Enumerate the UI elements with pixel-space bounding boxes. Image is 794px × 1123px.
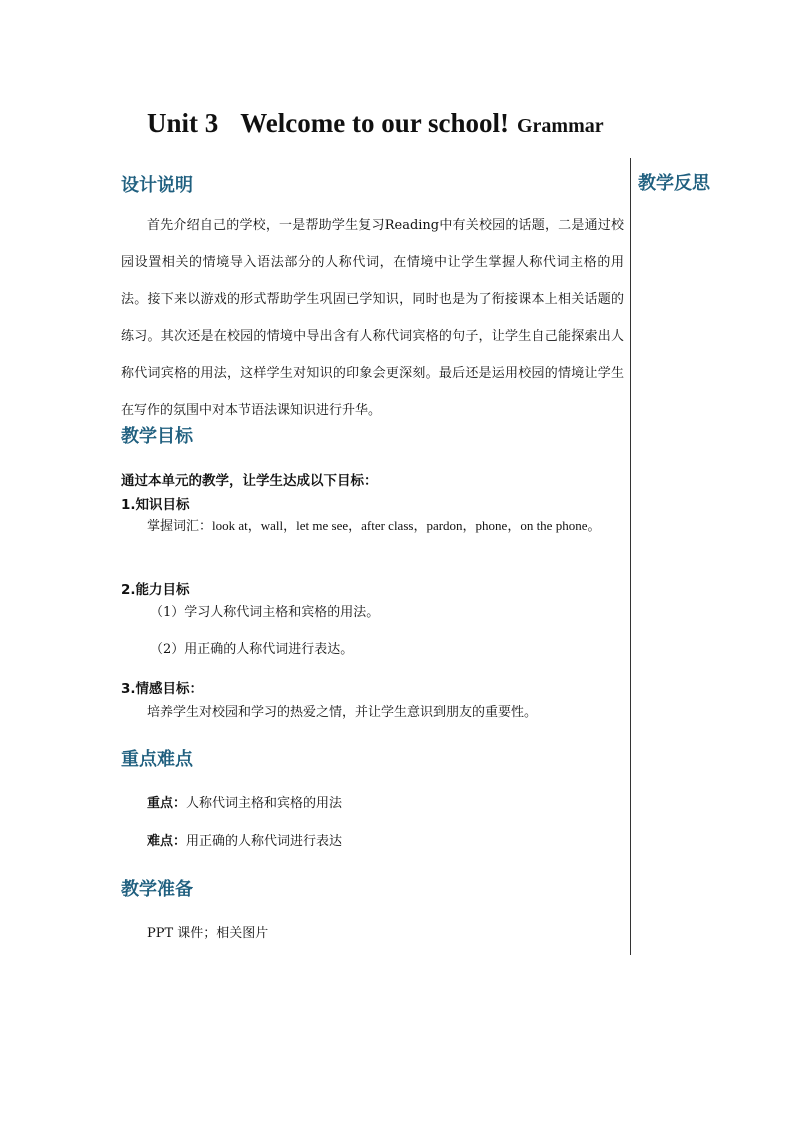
reflection-heading: 教学反思 <box>638 173 710 194</box>
knowledge-label: 掌握词汇： <box>147 519 213 534</box>
title-grammar: Grammar <box>516 115 604 137</box>
difficulty-label: 难点： <box>147 834 187 849</box>
knowledge-goal-text <box>121 514 624 539</box>
ability-goal-title: 2.能力目标 <box>121 582 190 598</box>
difficulty-line <box>147 830 342 849</box>
design-heading: 设计说明 <box>121 175 193 196</box>
difficulty-text: 用正确的人称代词进行表达 <box>186 834 343 849</box>
goals-heading: 教学目标 <box>121 426 193 447</box>
document-title <box>147 108 604 139</box>
emotion-goal-title: 3.情感目标： <box>121 681 204 697</box>
key-points-heading: 重点难点 <box>121 749 193 770</box>
goals-intro: 通过本单元的教学，让学生达成以下目标： <box>121 473 378 489</box>
emotion-goal-text: 培养学生对校园和学习的热爱之情，并让学生意识到朋友的重要性。 <box>147 705 538 720</box>
focus-label: 重点： <box>147 796 187 811</box>
focus-line <box>147 792 342 811</box>
title-welcome: Welcome to our school! <box>240 108 509 138</box>
knowledge-goal-title: 1.知识目标 <box>121 497 190 513</box>
preparation-text: PPT 课件；相关图片 <box>147 926 269 941</box>
knowledge-vocab: look at，wall，let me see，after class，pardon，phone，on the phone。 <box>212 518 601 533</box>
ability-item-2: （2）用正确的人称代词进行表达。 <box>150 642 354 657</box>
column-divider <box>630 158 631 955</box>
title-unit: Unit 3 <box>147 108 219 138</box>
ability-item-1: （1）学习人称代词主格和宾格的用法。 <box>150 605 380 620</box>
preparation-heading: 教学准备 <box>121 879 193 900</box>
design-paragraph: 首先介绍自己的学校，一是帮助学生复习Reading中有关校园的话题，二是通过校园设置相关的情境导入语法部分的人称代词，在情境中让学生掌握人称代词主格的用法。接下来以游戏的形式帮助学生巩固已学知识，同时也是为了衔接课本上相关话题的练习。其次还是在校园的情境中导出含有人称代词宾格的句子，让学生自己能探索出人称代词宾格的用法，这样学生对知识的印象会更深刻。最后还是运用校园的情境让学生在写作的氛围中对本节语法课知识进行升华。 <box>121 218 624 418</box>
focus-text: 人称代词主格和宾格的用法 <box>186 796 343 811</box>
